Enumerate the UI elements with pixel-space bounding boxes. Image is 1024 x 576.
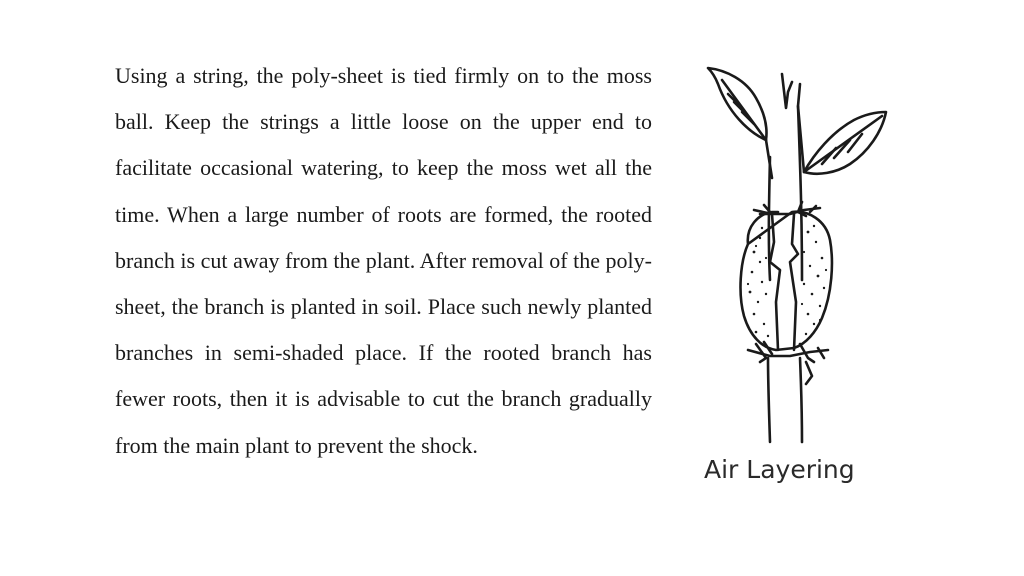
- moss-texture: [747, 225, 827, 337]
- moss-ball: [741, 212, 832, 350]
- body-paragraph: Using a string, the poly-sheet is tied firmly on to the moss ball. Keep the strings a little loose on the upper end to facilitate occasional watering, to keep the moss wet all the time. When a large number of roots are formed, the rooted branch is cut away from the plant. After removal of the poly-sheet, the branch is planted in soil. Place such newly planted branches in semi-shaded place. If the rooted branch has fewer roots, then it is advisable to cut the branch gradually from the main plant to prevent the shock.: [115, 63, 652, 458]
- lower-tie: [748, 342, 828, 362]
- right-leaf: [804, 112, 886, 174]
- air-layering-illustration: [690, 62, 905, 462]
- left-leaf: [708, 68, 767, 140]
- air-layering-figure: [690, 62, 905, 502]
- figure-caption: Air Layering: [704, 455, 855, 484]
